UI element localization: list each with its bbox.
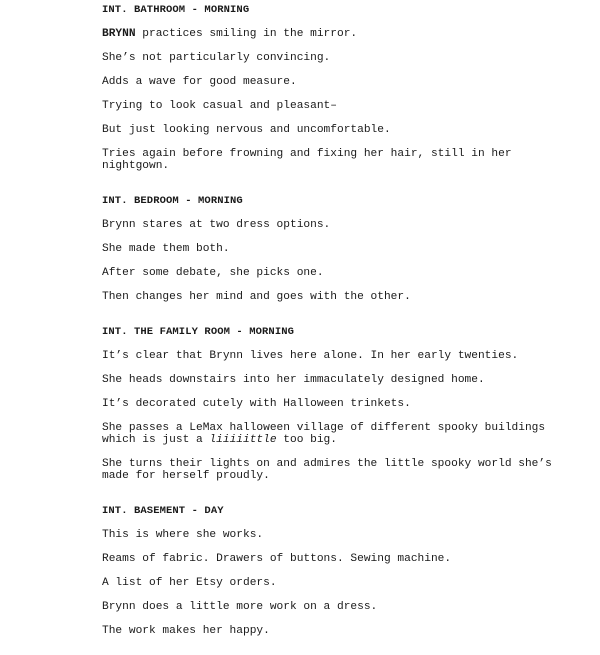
scene-bedroom [102,195,552,303]
action-line: Brynn does a little more work on a dress. [102,601,378,613]
action-line: Trying to look casual and pleasant– [102,100,337,112]
action-line: She made them both. [102,243,230,255]
action-line: This is where she works. [102,529,264,541]
action-line: The work makes her happy. [102,625,270,637]
action-line: She heads downstairs into her immaculately designed home. [102,374,485,386]
action-text-tail: too big. [276,434,337,446]
action-line: Brynn stares at two dress options. [102,219,331,231]
action-line: She turns their lights on and admires the little spooky world she’s made for herself proudly. [102,458,552,482]
scene-heading: INT. BEDROOM - MORNING [102,195,243,207]
action-line: Adds a wave for good measure. [102,76,297,88]
action-line: After some debate, she picks one. [102,267,324,279]
action-line [102,422,552,446]
scene-basement [102,505,552,637]
action-line: It’s decorated cutely with Halloween trinkets. [102,398,411,410]
scene-family-room [102,326,552,482]
action-line: Then changes her mind and goes with the other. [102,291,411,303]
action-text: She passes a LeMax halloween village of different spooky buildings which is just a [102,422,546,446]
scene-heading: INT. BATHROOM - MORNING [102,4,250,16]
character-name: BRYNN [102,28,136,40]
action-line: A list of her Etsy orders. [102,577,277,589]
screenplay-page [102,4,552,649]
action-line: But just looking nervous and uncomfortable. [102,124,391,136]
action-line: She’s not particularly convincing. [102,52,331,64]
action-text: practices smiling in the mirror. [135,28,358,40]
scene-bathroom [102,4,552,172]
scene-heading: INT. THE FAMILY ROOM - MORNING [102,326,295,338]
action-line: It’s clear that Brynn lives here alone. In her early twenties. [102,350,519,362]
emphasis-text: liiiiittle [209,434,277,446]
action-line: Reams of fabric. Drawers of buttons. Sewing machine. [102,553,452,565]
scene-heading: INT. BASEMENT - DAY [102,505,224,517]
action-line: Tries again before frowning and fixing her hair, still in her nightgown. [102,148,512,172]
action-line [102,28,552,40]
